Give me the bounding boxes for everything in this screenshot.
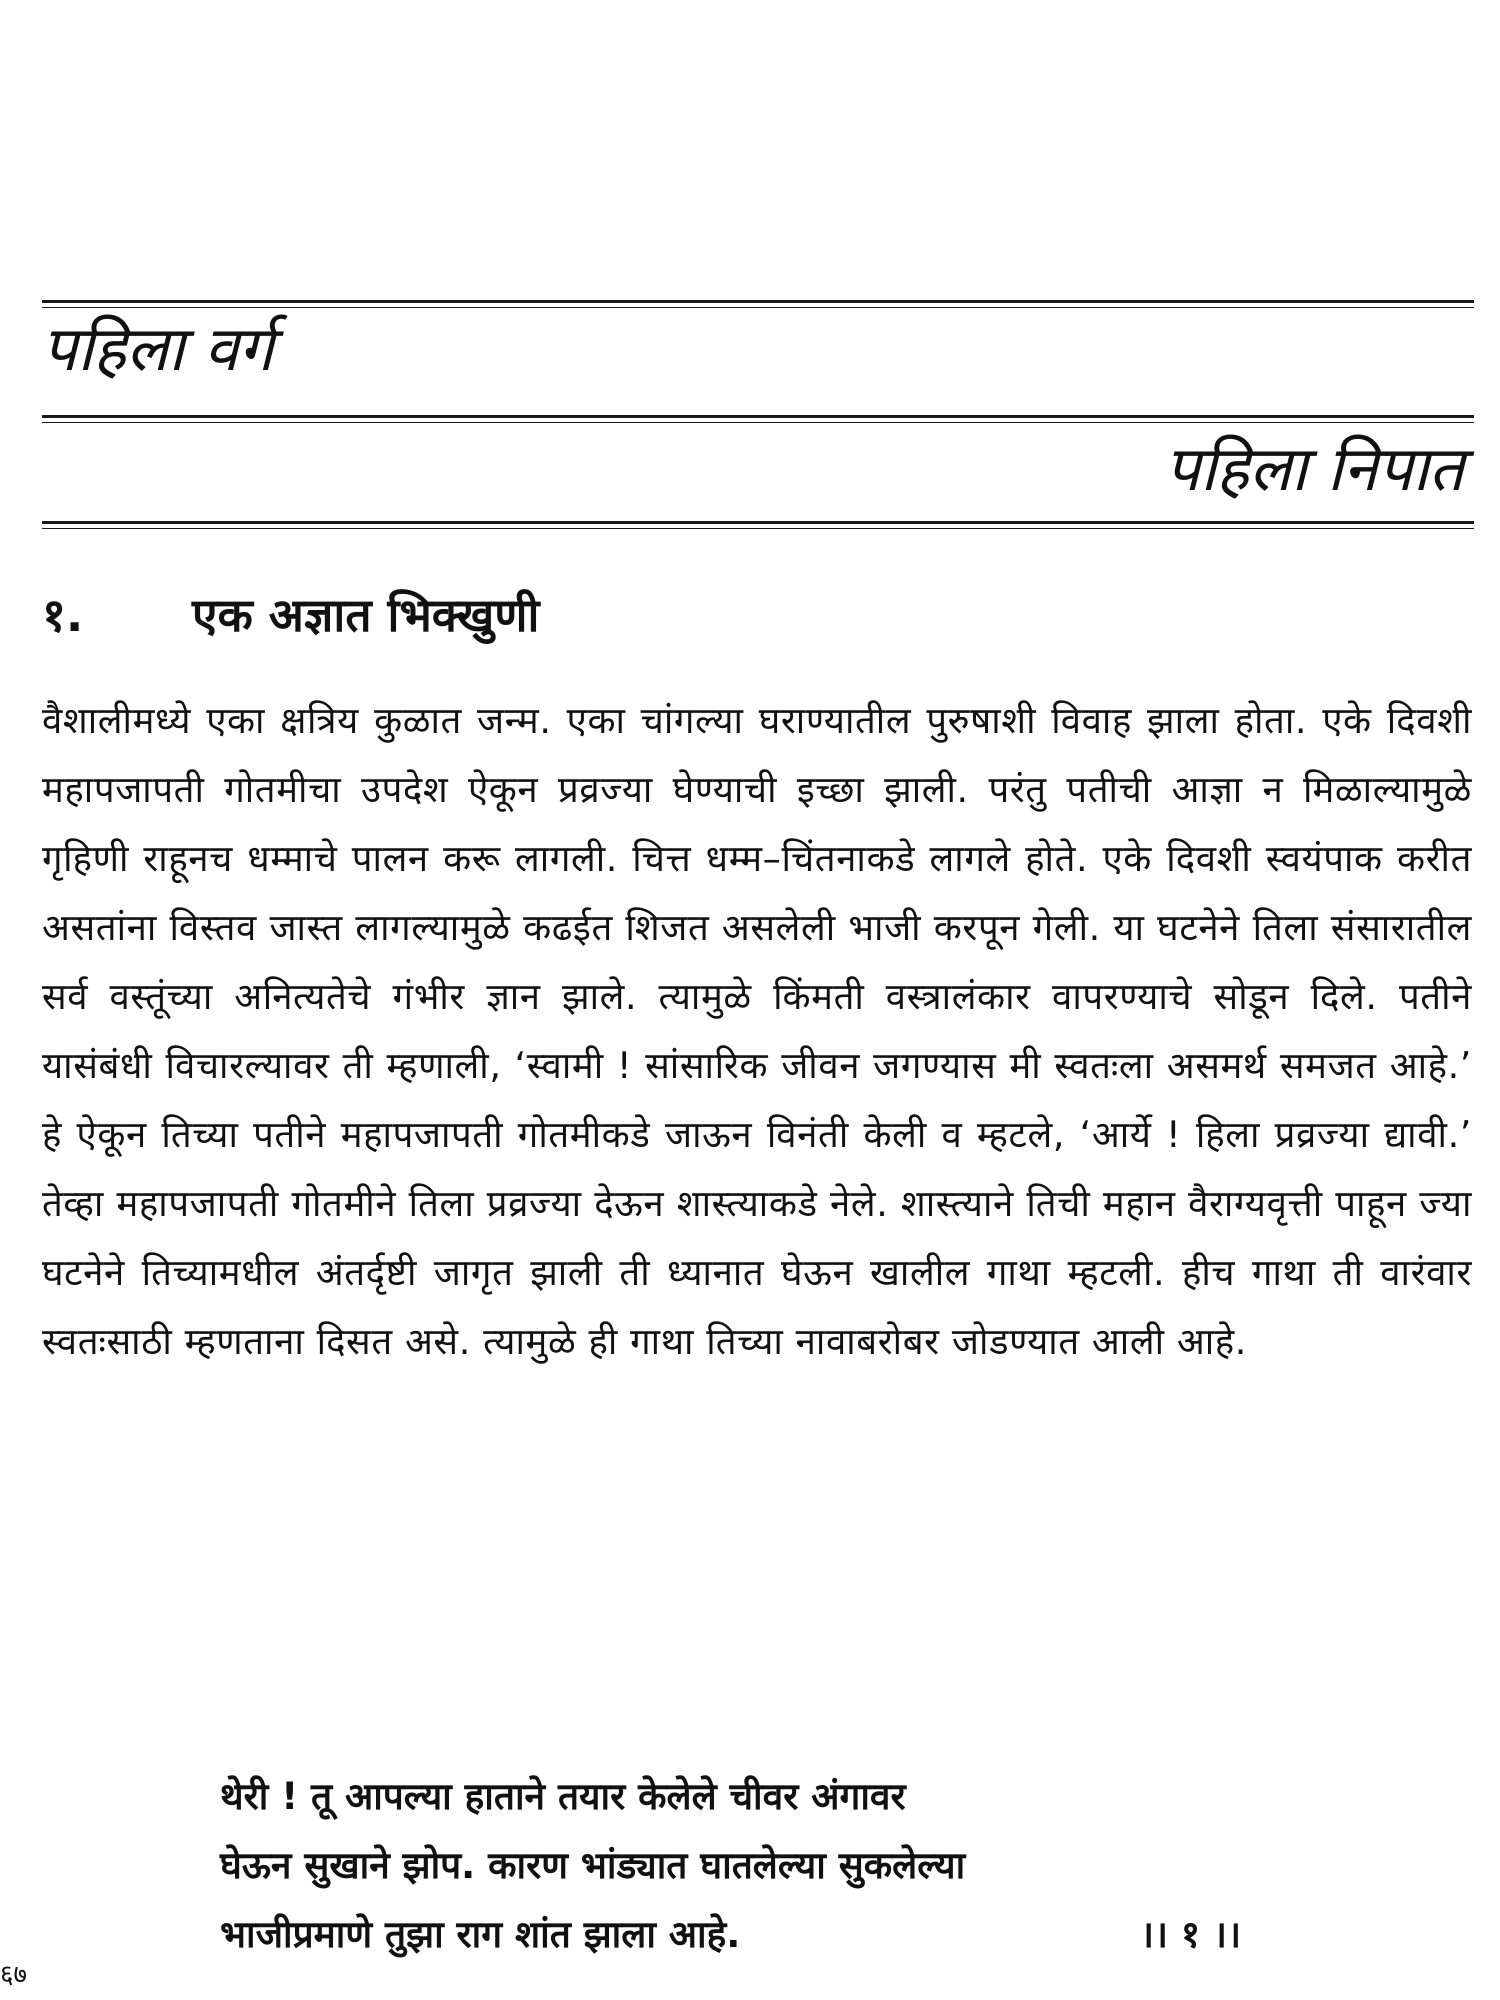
chapter-title: पहिला निपात xyxy=(1164,432,1464,505)
verse-line-3-text: भाजीप्रमाणे तुझा राग शांत झाला आहे. xyxy=(220,1913,741,1956)
page-number: ६७ xyxy=(0,1960,28,1990)
top-double-rule-upper xyxy=(42,300,1474,303)
section-title: पहिला वर्ग xyxy=(42,312,274,385)
verse-block xyxy=(220,1762,1300,1969)
verse-number-marker: ।। १ ।। xyxy=(1140,1913,1242,1956)
lower-double-rule-lower xyxy=(42,528,1474,529)
biography-paragraph: वैशालीमध्ये एका क्षत्रिय कुळात जन्म. एका चांगल्या घराण्यातील पुरुषाशी विवाह झाला होता. एके दिवशी महापजापती गोतमीचा उपदेश ऐकून प्रव्रज्या घेण्याची इच्छा झाली. परंतु पतीची आज्ञा न मिळाल्यामुळे गृहिणी राहूनच धम्माचे पालन करू लागली. चित्त धम्म–चिंतनाकडे लागले होते. एके दिवशी स्वयंपाक करीत असतांना विस्तव जास्त लागल्यामुळे कढईत शिजत असलेली भाजी करपून गेली. या घटनेने तिला संसारातील सर्व वस्तूंच्या अनित्यतेचे गंभीर ज्ञान झाले. त्यामुळे किंमती वस्त्रालंकार वापरण्याचे सोडून दिले. पतीने यासंबंधी विचारल्यावर ती म्हणाली, ‘स्वामी ! सांसारिक जीवन जगण्यास मी स्वतःला असमर्थ समजत आहे.’ हे ऐकून तिच्या पतीने महापजापती गोतमीकडे जाऊन विनंती केली व म्हटले, ‘आर्ये ! हिला प्रव्रज्या द्यावी.’ तेव्हा महापजापती गोतमीने तिला प्रव्रज्या देऊन शास्त्याकडे नेले. शास्त्याने तिची महान वैराग्यवृत्ती पाहून ज्या घटनेने तिच्यामधील अंतर्दृष्टी जागृत झाली ती ध्यानात घेऊन खालील गाथा म्हटली. हीच गाथा ती वारंवार स्वतःसाठी म्हणताना दिसत असे. त्यामुळे ही गाथा तिच्या नावाबरोबर जोडण्यात आली आहे. xyxy=(42,699,1472,1363)
middle-double-rule-lower xyxy=(42,422,1474,423)
lower-double-rule-upper xyxy=(42,521,1474,524)
poem-title: एक अज्ञात भिक्खुणी xyxy=(192,588,540,642)
verse-line-1: थेरी ! तू आपल्या हाताने तयार केलेले चीवर अंगावर xyxy=(220,1775,906,1818)
verse-line-3 xyxy=(220,1900,1300,1969)
poem-number: १. xyxy=(42,588,84,642)
top-double-rule-lower xyxy=(42,307,1474,308)
poem-heading xyxy=(42,588,539,643)
verse-line-2: घेऊन सुखाने झोप. कारण भांड्यात घातलेल्या सुकलेल्या xyxy=(220,1844,966,1887)
middle-double-rule-upper xyxy=(42,415,1474,418)
